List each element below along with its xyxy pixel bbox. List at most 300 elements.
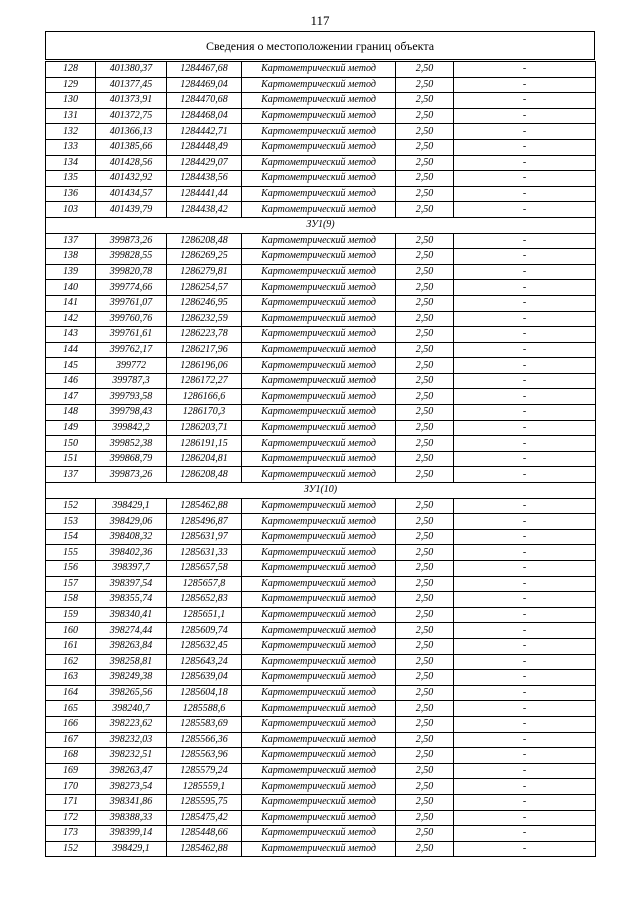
y-coordinate-cell: 1284429,07	[167, 155, 242, 171]
method-cell: Картометрический метод	[242, 794, 396, 810]
point-number-cell: 145	[46, 358, 96, 374]
point-number-cell: 171	[46, 794, 96, 810]
accuracy-cell: 2,50	[396, 623, 454, 639]
method-cell: Картометрический метод	[242, 701, 396, 717]
method-cell: Картометрический метод	[242, 529, 396, 545]
table-row	[46, 124, 596, 140]
note-cell: -	[454, 779, 596, 795]
method-cell: Картометрический метод	[242, 373, 396, 389]
note-cell: -	[454, 810, 596, 826]
x-coordinate-cell: 398232,03	[96, 732, 167, 748]
x-coordinate-cell: 398397,7	[96, 561, 167, 577]
table-row	[46, 498, 596, 514]
accuracy-cell: 2,50	[396, 311, 454, 327]
accuracy-cell: 2,50	[396, 233, 454, 249]
x-coordinate-cell: 398265,56	[96, 685, 167, 701]
x-coordinate-cell: 399761,61	[96, 327, 167, 343]
table-row	[46, 607, 596, 623]
x-coordinate-cell: 401434,57	[96, 186, 167, 202]
table-row	[46, 93, 596, 109]
accuracy-cell: 2,50	[396, 670, 454, 686]
y-coordinate-cell: 1286232,59	[167, 311, 242, 327]
method-cell: Картометрический метод	[242, 264, 396, 280]
point-number-cell: 151	[46, 451, 96, 467]
y-coordinate-cell: 1286208,48	[167, 467, 242, 483]
x-coordinate-cell: 399852,38	[96, 436, 167, 452]
accuracy-cell: 2,50	[396, 108, 454, 124]
table-row	[46, 514, 596, 530]
y-coordinate-cell: 1284470,68	[167, 93, 242, 109]
accuracy-cell: 2,50	[396, 561, 454, 577]
x-coordinate-cell: 401377,45	[96, 77, 167, 93]
x-coordinate-cell: 398340,41	[96, 607, 167, 623]
method-cell: Картометрический метод	[242, 405, 396, 421]
x-coordinate-cell: 398429,06	[96, 514, 167, 530]
accuracy-cell: 2,50	[396, 826, 454, 842]
accuracy-cell: 2,50	[396, 685, 454, 701]
table-row	[46, 748, 596, 764]
y-coordinate-cell: 1286269,25	[167, 249, 242, 265]
y-coordinate-cell: 1284467,68	[167, 62, 242, 78]
method-cell: Картометрический метод	[242, 62, 396, 78]
point-number-cell: 168	[46, 748, 96, 764]
note-cell: -	[454, 249, 596, 265]
point-number-cell: 164	[46, 685, 96, 701]
note-cell: -	[454, 202, 596, 218]
y-coordinate-cell: 1285651,1	[167, 607, 242, 623]
note-cell: -	[454, 389, 596, 405]
method-cell: Картометрический метод	[242, 545, 396, 561]
y-coordinate-cell: 1285632,45	[167, 638, 242, 654]
accuracy-cell: 2,50	[396, 716, 454, 732]
method-cell: Картометрический метод	[242, 249, 396, 265]
note-cell: -	[454, 264, 596, 280]
accuracy-cell: 2,50	[396, 467, 454, 483]
y-coordinate-cell: 1285566,36	[167, 732, 242, 748]
y-coordinate-cell: 1285559,1	[167, 779, 242, 795]
point-number-cell: 158	[46, 592, 96, 608]
method-cell: Картометрический метод	[242, 436, 396, 452]
y-coordinate-cell: 1285583,69	[167, 716, 242, 732]
method-cell: Картометрический метод	[242, 826, 396, 842]
point-number-cell: 150	[46, 436, 96, 452]
method-cell: Картометрический метод	[242, 779, 396, 795]
point-number-cell: 132	[46, 124, 96, 140]
accuracy-cell: 2,50	[396, 420, 454, 436]
table-row	[46, 638, 596, 654]
note-cell: -	[454, 794, 596, 810]
y-coordinate-cell: 1286191,15	[167, 436, 242, 452]
method-cell: Картометрический метод	[242, 108, 396, 124]
point-number-cell: 146	[46, 373, 96, 389]
y-coordinate-cell: 1285588,6	[167, 701, 242, 717]
y-coordinate-cell: 1285657,8	[167, 576, 242, 592]
point-number-cell: 169	[46, 763, 96, 779]
x-coordinate-cell: 399761,07	[96, 295, 167, 311]
point-number-cell: 128	[46, 62, 96, 78]
x-coordinate-cell: 399820,78	[96, 264, 167, 280]
point-number-cell: 141	[46, 295, 96, 311]
point-number-cell: 130	[46, 93, 96, 109]
method-cell: Картометрический метод	[242, 280, 396, 296]
table-row	[46, 373, 596, 389]
method-cell: Картометрический метод	[242, 498, 396, 514]
accuracy-cell: 2,50	[396, 763, 454, 779]
table-row	[46, 576, 596, 592]
method-cell: Картометрический метод	[242, 561, 396, 577]
table-row	[46, 358, 596, 374]
note-cell: -	[454, 685, 596, 701]
section-label: ЗУ1(9)	[46, 217, 596, 233]
y-coordinate-cell: 1285462,88	[167, 841, 242, 857]
x-coordinate-cell: 399760,76	[96, 311, 167, 327]
method-cell: Картометрический метод	[242, 171, 396, 187]
method-cell: Картометрический метод	[242, 389, 396, 405]
note-cell: -	[454, 498, 596, 514]
method-cell: Картометрический метод	[242, 592, 396, 608]
method-cell: Картометрический метод	[242, 763, 396, 779]
method-cell: Картометрический метод	[242, 576, 396, 592]
method-cell: Картометрический метод	[242, 810, 396, 826]
accuracy-cell: 2,50	[396, 841, 454, 857]
note-cell: -	[454, 763, 596, 779]
x-coordinate-cell: 399772	[96, 358, 167, 374]
method-cell: Картометрический метод	[242, 202, 396, 218]
accuracy-cell: 2,50	[396, 545, 454, 561]
y-coordinate-cell: 1285579,24	[167, 763, 242, 779]
accuracy-cell: 2,50	[396, 139, 454, 155]
y-coordinate-cell: 1284442,71	[167, 124, 242, 140]
y-coordinate-cell: 1284448,49	[167, 139, 242, 155]
accuracy-cell: 2,50	[396, 576, 454, 592]
x-coordinate-cell: 399868,79	[96, 451, 167, 467]
note-cell: -	[454, 420, 596, 436]
accuracy-cell: 2,50	[396, 592, 454, 608]
x-coordinate-cell: 398402,36	[96, 545, 167, 561]
accuracy-cell: 2,50	[396, 186, 454, 202]
table-row	[46, 529, 596, 545]
page-number: 117	[310, 13, 330, 28]
x-coordinate-cell: 399774,66	[96, 280, 167, 296]
table-row	[46, 810, 596, 826]
note-cell: -	[454, 327, 596, 343]
note-cell: -	[454, 576, 596, 592]
x-coordinate-cell: 398429,1	[96, 841, 167, 857]
table-row	[46, 701, 596, 717]
point-number-cell: 133	[46, 139, 96, 155]
x-coordinate-cell: 399793,58	[96, 389, 167, 405]
point-number-cell: 161	[46, 638, 96, 654]
method-cell: Картометрический метод	[242, 654, 396, 670]
point-number-cell: 156	[46, 561, 96, 577]
point-number-cell: 170	[46, 779, 96, 795]
point-number-cell: 103	[46, 202, 96, 218]
table-row	[46, 155, 596, 171]
note-cell: -	[454, 670, 596, 686]
method-cell: Картометрический метод	[242, 467, 396, 483]
x-coordinate-cell: 401380,37	[96, 62, 167, 78]
point-number-cell: 162	[46, 654, 96, 670]
x-coordinate-cell: 398232,51	[96, 748, 167, 764]
table-row	[46, 654, 596, 670]
y-coordinate-cell: 1285631,33	[167, 545, 242, 561]
table-row	[46, 763, 596, 779]
method-cell: Картометрический метод	[242, 358, 396, 374]
x-coordinate-cell: 399873,26	[96, 467, 167, 483]
method-cell: Картометрический метод	[242, 311, 396, 327]
note-cell: -	[454, 545, 596, 561]
table-row	[46, 280, 596, 296]
note-cell: -	[454, 124, 596, 140]
y-coordinate-cell: 1286246,95	[167, 295, 242, 311]
point-number-cell: 173	[46, 826, 96, 842]
table-row	[46, 295, 596, 311]
accuracy-cell: 2,50	[396, 358, 454, 374]
accuracy-cell: 2,50	[396, 748, 454, 764]
note-cell: -	[454, 748, 596, 764]
x-coordinate-cell: 398397,54	[96, 576, 167, 592]
table-row	[46, 264, 596, 280]
x-coordinate-cell: 401432,92	[96, 171, 167, 187]
method-cell: Картометрический метод	[242, 732, 396, 748]
point-number-cell: 166	[46, 716, 96, 732]
note-cell: -	[454, 654, 596, 670]
point-number-cell: 165	[46, 701, 96, 717]
x-coordinate-cell: 398249,38	[96, 670, 167, 686]
table-header: Сведения о местоположении границ объекта	[45, 31, 595, 60]
point-number-cell: 139	[46, 264, 96, 280]
method-cell: Картометрический метод	[242, 186, 396, 202]
method-cell: Картометрический метод	[242, 623, 396, 639]
method-cell: Картометрический метод	[242, 93, 396, 109]
point-number-cell: 138	[46, 249, 96, 265]
point-number-cell: 152	[46, 841, 96, 857]
y-coordinate-cell: 1286208,48	[167, 233, 242, 249]
y-coordinate-cell: 1286196,06	[167, 358, 242, 374]
note-cell: -	[454, 732, 596, 748]
note-cell: -	[454, 186, 596, 202]
accuracy-cell: 2,50	[396, 124, 454, 140]
note-cell: -	[454, 311, 596, 327]
table-row	[46, 186, 596, 202]
accuracy-cell: 2,50	[396, 373, 454, 389]
accuracy-cell: 2,50	[396, 810, 454, 826]
point-number-cell: 129	[46, 77, 96, 93]
y-coordinate-cell: 1285563,96	[167, 748, 242, 764]
accuracy-cell: 2,50	[396, 654, 454, 670]
table-row	[46, 327, 596, 343]
table-row	[46, 732, 596, 748]
point-number-cell: 135	[46, 171, 96, 187]
x-coordinate-cell: 398429,1	[96, 498, 167, 514]
method-cell: Картометрический метод	[242, 670, 396, 686]
accuracy-cell: 2,50	[396, 264, 454, 280]
x-coordinate-cell: 398355,74	[96, 592, 167, 608]
x-coordinate-cell: 401385,66	[96, 139, 167, 155]
x-coordinate-cell: 398273,54	[96, 779, 167, 795]
accuracy-cell: 2,50	[396, 280, 454, 296]
y-coordinate-cell: 1284469,04	[167, 77, 242, 93]
method-cell: Картометрический метод	[242, 748, 396, 764]
point-number-cell: 155	[46, 545, 96, 561]
accuracy-cell: 2,50	[396, 451, 454, 467]
y-coordinate-cell: 1286254,57	[167, 280, 242, 296]
x-coordinate-cell: 398240,7	[96, 701, 167, 717]
y-coordinate-cell: 1286166,6	[167, 389, 242, 405]
method-cell: Картометрический метод	[242, 295, 396, 311]
note-cell: -	[454, 62, 596, 78]
point-number-cell: 136	[46, 186, 96, 202]
y-coordinate-cell: 1286223,78	[167, 327, 242, 343]
x-coordinate-cell: 398341,86	[96, 794, 167, 810]
point-number-cell: 147	[46, 389, 96, 405]
note-cell: -	[454, 436, 596, 452]
y-coordinate-cell: 1285639,04	[167, 670, 242, 686]
accuracy-cell: 2,50	[396, 295, 454, 311]
point-number-cell: 134	[46, 155, 96, 171]
method-cell: Картометрический метод	[242, 514, 396, 530]
y-coordinate-cell: 1284441,44	[167, 186, 242, 202]
accuracy-cell: 2,50	[396, 529, 454, 545]
note-cell: -	[454, 607, 596, 623]
x-coordinate-cell: 399798,43	[96, 405, 167, 421]
accuracy-cell: 2,50	[396, 171, 454, 187]
method-cell: Картометрический метод	[242, 841, 396, 857]
point-number-cell: 172	[46, 810, 96, 826]
accuracy-cell: 2,50	[396, 436, 454, 452]
point-number-cell: 167	[46, 732, 96, 748]
y-coordinate-cell: 1284438,56	[167, 171, 242, 187]
table-row	[46, 202, 596, 218]
point-number-cell: 163	[46, 670, 96, 686]
y-coordinate-cell: 1286172,27	[167, 373, 242, 389]
x-coordinate-cell: 398223,62	[96, 716, 167, 732]
x-coordinate-cell: 398408,32	[96, 529, 167, 545]
point-number-cell: 148	[46, 405, 96, 421]
note-cell: -	[454, 701, 596, 717]
table-row	[46, 436, 596, 452]
table-row	[46, 779, 596, 795]
y-coordinate-cell: 1286204,81	[167, 451, 242, 467]
y-coordinate-cell: 1285609,74	[167, 623, 242, 639]
point-number-cell: 152	[46, 498, 96, 514]
accuracy-cell: 2,50	[396, 249, 454, 265]
note-cell: -	[454, 592, 596, 608]
x-coordinate-cell: 401439,79	[96, 202, 167, 218]
table-row	[46, 623, 596, 639]
note-cell: -	[454, 467, 596, 483]
method-cell: Картометрический метод	[242, 451, 396, 467]
table-row	[46, 405, 596, 421]
note-cell: -	[454, 561, 596, 577]
table-row	[46, 670, 596, 686]
method-cell: Картометрический метод	[242, 139, 396, 155]
table-row	[46, 685, 596, 701]
accuracy-cell: 2,50	[396, 514, 454, 530]
accuracy-cell: 2,50	[396, 732, 454, 748]
method-cell: Картометрический метод	[242, 607, 396, 623]
accuracy-cell: 2,50	[396, 389, 454, 405]
y-coordinate-cell: 1285657,58	[167, 561, 242, 577]
point-number-cell: 149	[46, 420, 96, 436]
note-cell: -	[454, 171, 596, 187]
method-cell: Картометрический метод	[242, 420, 396, 436]
method-cell: Картометрический метод	[242, 124, 396, 140]
method-cell: Картометрический метод	[242, 77, 396, 93]
note-cell: -	[454, 405, 596, 421]
table-row	[46, 826, 596, 842]
x-coordinate-cell: 399828,55	[96, 249, 167, 265]
y-coordinate-cell: 1285652,83	[167, 592, 242, 608]
point-number-cell: 160	[46, 623, 96, 639]
x-coordinate-cell: 401428,56	[96, 155, 167, 171]
note-cell: -	[454, 623, 596, 639]
method-cell: Картометрический метод	[242, 155, 396, 171]
x-coordinate-cell: 398263,47	[96, 763, 167, 779]
note-cell: -	[454, 358, 596, 374]
accuracy-cell: 2,50	[396, 93, 454, 109]
table-row	[46, 420, 596, 436]
table-row	[46, 171, 596, 187]
accuracy-cell: 2,50	[396, 155, 454, 171]
note-cell: -	[454, 373, 596, 389]
point-number-cell: 140	[46, 280, 96, 296]
x-coordinate-cell: 401372,75	[96, 108, 167, 124]
note-cell: -	[454, 716, 596, 732]
table-row	[46, 716, 596, 732]
point-number-cell: 157	[46, 576, 96, 592]
table-row	[46, 841, 596, 857]
x-coordinate-cell: 401373,91	[96, 93, 167, 109]
accuracy-cell: 2,50	[396, 342, 454, 358]
table-row	[46, 139, 596, 155]
x-coordinate-cell: 399787,3	[96, 373, 167, 389]
point-number-cell: 137	[46, 233, 96, 249]
method-cell: Картометрический метод	[242, 638, 396, 654]
method-cell: Картометрический метод	[242, 342, 396, 358]
y-coordinate-cell: 1285595,75	[167, 794, 242, 810]
point-number-cell: 143	[46, 327, 96, 343]
table-row	[46, 342, 596, 358]
note-cell: -	[454, 77, 596, 93]
accuracy-cell: 2,50	[396, 327, 454, 343]
accuracy-cell: 2,50	[396, 794, 454, 810]
section-row	[46, 217, 596, 233]
section-row	[46, 483, 596, 499]
table-row	[46, 451, 596, 467]
y-coordinate-cell: 1286217,96	[167, 342, 242, 358]
note-cell: -	[454, 342, 596, 358]
accuracy-cell: 2,50	[396, 202, 454, 218]
note-cell: -	[454, 155, 596, 171]
note-cell: -	[454, 826, 596, 842]
y-coordinate-cell: 1284468,04	[167, 108, 242, 124]
table-row	[46, 233, 596, 249]
note-cell: -	[454, 108, 596, 124]
point-number-cell: 154	[46, 529, 96, 545]
y-coordinate-cell: 1285631,97	[167, 529, 242, 545]
table-row	[46, 545, 596, 561]
note-cell: -	[454, 93, 596, 109]
note-cell: -	[454, 529, 596, 545]
y-coordinate-cell: 1285643,24	[167, 654, 242, 670]
section-label: ЗУ1(10)	[46, 483, 596, 499]
accuracy-cell: 2,50	[396, 62, 454, 78]
method-cell: Картометрический метод	[242, 233, 396, 249]
note-cell: -	[454, 280, 596, 296]
x-coordinate-cell: 398399,14	[96, 826, 167, 842]
y-coordinate-cell: 1286170,3	[167, 405, 242, 421]
